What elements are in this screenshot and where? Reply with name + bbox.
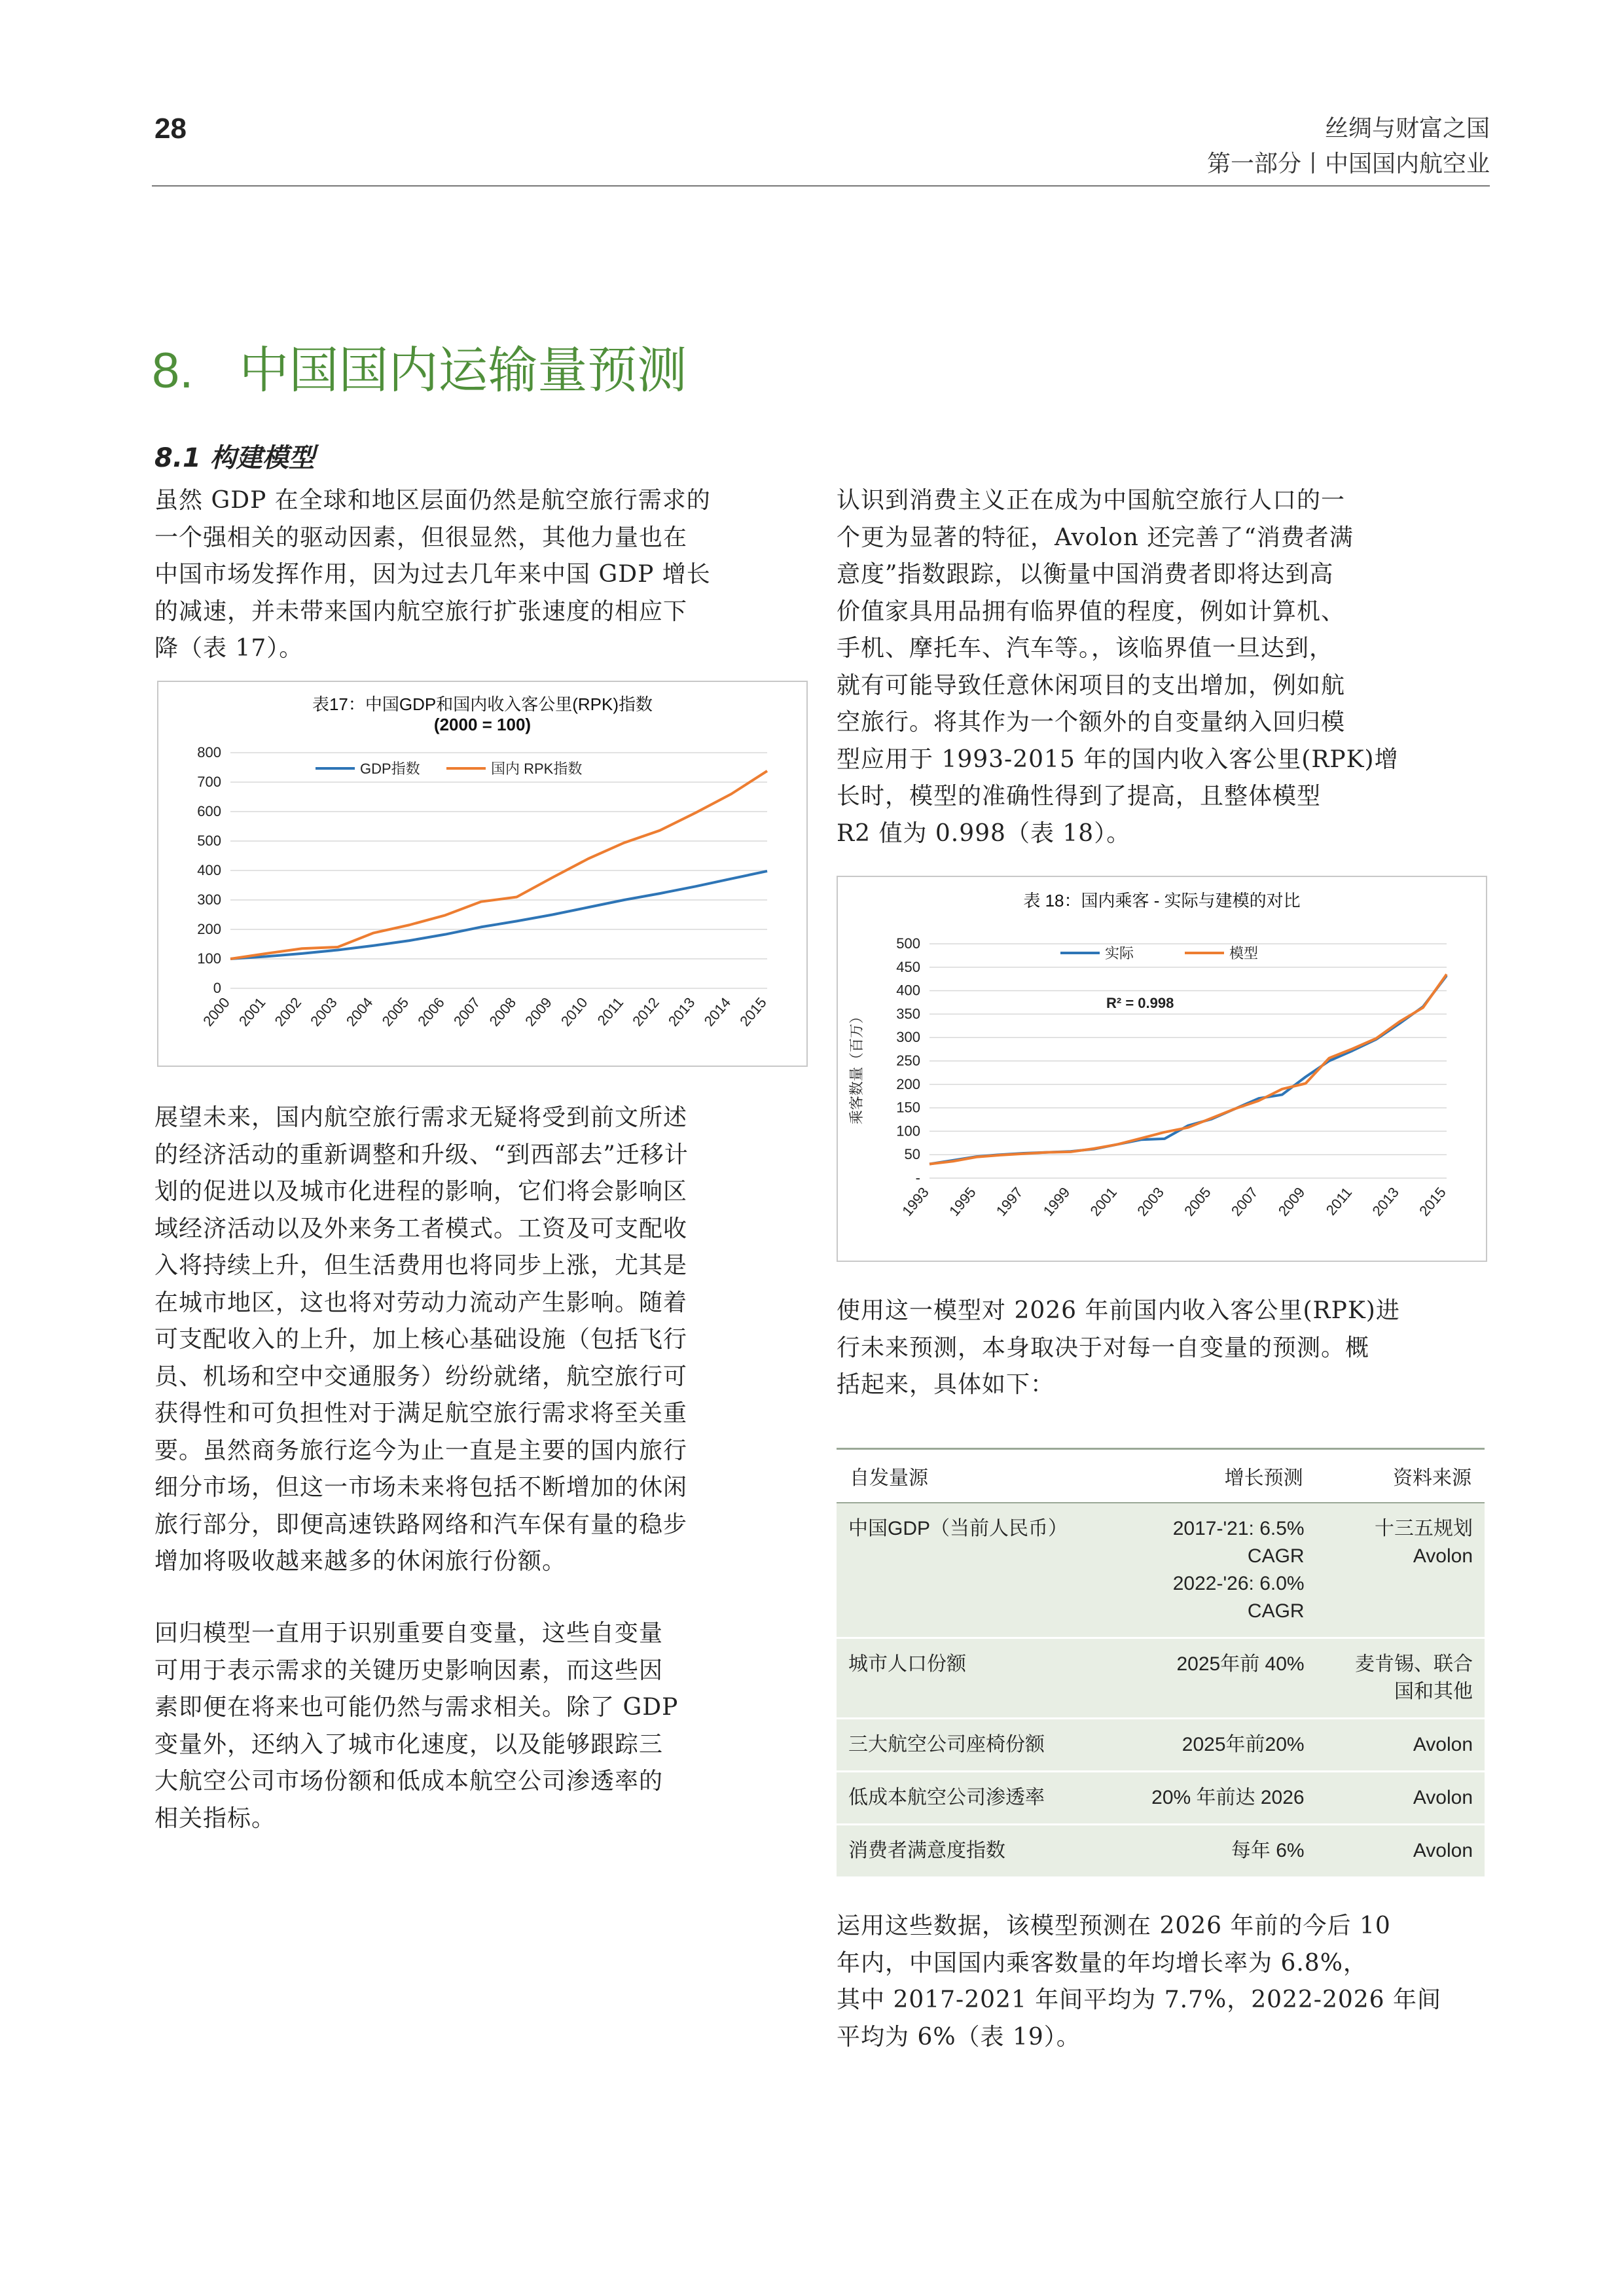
series-line-1 — [929, 975, 1447, 1164]
y-tick-label: 800 — [197, 744, 221, 761]
text-line: 降（表 17）。 — [154, 635, 304, 662]
x-tick-label: 2001 — [1087, 1184, 1121, 1219]
chart-17 — [157, 681, 808, 1067]
x-tick-label: 2003 — [307, 994, 340, 1030]
text-line: 增加将吸收越来越多的休闲旅行份额。 — [154, 1548, 567, 1575]
text-line: 获得性和可负担性对于满足航空旅行需求将至关重 — [154, 1400, 688, 1427]
running-header — [1207, 111, 1490, 182]
cell-source — [1316, 1772, 1485, 1825]
text-line: 虽然 GDP 在全球和地区层面仍然是航空旅行需求的 — [154, 487, 711, 514]
variables-table — [837, 1450, 1485, 1878]
x-tick-label: 2010 — [557, 994, 591, 1030]
section-title — [152, 331, 687, 402]
text-line: 运用这些数据，该模型预测在 2026 年前的今后 10 — [837, 1912, 1391, 1939]
series-line-1 — [230, 771, 767, 959]
cell-source-line: Avolon — [1413, 1787, 1473, 1808]
x-tick-label: 2005 — [378, 994, 412, 1030]
y-tick-label: 250 — [896, 1052, 920, 1069]
legend-label: 模型 — [1229, 945, 1259, 961]
text-line: 回归模型一直用于识别重要自变量，这些自变量 — [154, 1620, 664, 1647]
x-tick-label: 2011 — [594, 994, 627, 1029]
y-tick-label: 350 — [896, 1005, 920, 1022]
x-tick-label: 2005 — [1181, 1184, 1214, 1219]
th-growth: 增长预测 — [1122, 1450, 1316, 1503]
left-paragraph-1 — [154, 482, 783, 668]
cell-growth-line: 2025年前 40% — [1176, 1653, 1305, 1675]
text-line: 型应用于 1993-2015 年的国内收入客公里(RPK)增 — [837, 745, 1399, 773]
x-tick-label: 2008 — [486, 994, 520, 1030]
text-line: 变量外，还纳入了城市化速度，以及能够跟踪三 — [154, 1731, 664, 1758]
cell-growth-line: 2025年前20% — [1182, 1734, 1305, 1755]
x-tick-label: 1995 — [946, 1184, 979, 1219]
text-line: 意度”指数跟踪，以衡量中国消费者即将达到高 — [837, 561, 1334, 588]
cell-source-line: Avolon — [1413, 1734, 1473, 1755]
cell-variable: 中国GDP（当前人民币） — [837, 1503, 1122, 1638]
text-line: 就有可能导致任意休闲项目的支出增加，例如航 — [837, 672, 1346, 699]
text-line: 空旅行。将其作为一个额外的自变量纳入回归模 — [837, 709, 1346, 736]
y-tick-label: 200 — [896, 1075, 920, 1092]
y-tick-label: 300 — [896, 1029, 920, 1046]
y-axis-label: 乘客数量（百万） — [848, 1009, 865, 1125]
text-line: 其中 2017-2021 年间平均为 7.7%，2022-2026 年间 — [837, 1986, 1442, 2013]
y-tick-label: 500 — [896, 935, 920, 952]
chart-18 — [837, 876, 1487, 1262]
series-line-0 — [230, 871, 767, 959]
right-paragraph-2 — [837, 1293, 1485, 1404]
doc-title: 丝绸与财富之国 — [1324, 115, 1490, 142]
cell-variable: 三大航空公司座椅份额 — [837, 1719, 1122, 1772]
cell-growth — [1122, 1825, 1316, 1878]
x-tick-label: 1993 — [899, 1184, 932, 1219]
left-paragraph-2 — [154, 1100, 783, 1581]
y-tick-label: 200 — [197, 921, 221, 937]
cell-source — [1316, 1719, 1485, 1772]
th-source: 资料来源 — [1316, 1450, 1485, 1503]
cell-growth — [1122, 1719, 1316, 1772]
x-tick-label: 2011 — [1322, 1184, 1356, 1219]
section-title-text: 中国国内运输量预测 — [239, 341, 687, 399]
cell-growth — [1122, 1638, 1316, 1719]
table-row — [837, 1638, 1485, 1719]
th-variable: 自发量源 — [837, 1450, 1122, 1503]
text-line: 素即便在将来也可能仍然与需求相关。除了 GDP — [154, 1694, 679, 1721]
x-tick-label: 2002 — [271, 994, 305, 1030]
x-tick-label: 2015 — [1416, 1184, 1449, 1219]
cell-variable: 低成本航空公司渗透率 — [837, 1772, 1122, 1825]
chart-17-title: 表17：中国GDP和国内收入客公里(RPK)指数 — [312, 694, 653, 714]
text-line: 使用这一模型对 2026 年前国内收入客公里(RPK)进 — [837, 1297, 1400, 1324]
x-tick-label: 1997 — [992, 1184, 1026, 1219]
x-tick-label: 2014 — [700, 994, 734, 1030]
text-line: 展望未来，国内航空旅行需求无疑将受到前文所述 — [154, 1104, 688, 1131]
text-line: 大航空公司市场份额和低成本航空公司渗透率的 — [154, 1768, 664, 1795]
cell-growth — [1122, 1772, 1316, 1825]
y-tick-label: 700 — [197, 774, 221, 790]
y-tick-label: 400 — [896, 982, 920, 999]
cell-growth-line: 2017-'21: 6.5% CAGR — [1172, 1518, 1305, 1567]
x-tick-label: 2007 — [450, 994, 484, 1030]
section-number: 8. — [152, 343, 194, 399]
cell-source-line: Avolon — [1413, 1840, 1473, 1861]
cell-growth-line: 20% 年前达 2026 — [1151, 1787, 1305, 1808]
y-tick-label: - — [915, 1170, 920, 1186]
cell-variable: 消费者满意度指数 — [837, 1825, 1122, 1878]
x-tick-label: 2006 — [414, 994, 448, 1030]
y-tick-label: 100 — [896, 1122, 920, 1139]
x-tick-label: 2004 — [342, 994, 376, 1030]
y-tick-label: 100 — [197, 950, 221, 967]
left-paragraph-3 — [154, 1615, 783, 1837]
text-line: 的经济活动的重新调整和升级、“到西部去”迁移计 — [154, 1141, 689, 1168]
text-line: 在城市地区，这也将对劳动力流动产生影响。随着 — [154, 1289, 688, 1316]
chart-17-plot — [158, 682, 806, 1066]
y-tick-label: 300 — [197, 891, 221, 908]
text-line: 旅行部分，即便高速铁路网络和汽车保有量的稳步 — [154, 1511, 688, 1538]
legend-label: 国内 RPK指数 — [491, 761, 583, 777]
y-tick-label: 150 — [896, 1099, 920, 1116]
x-tick-label: 2009 — [1274, 1184, 1308, 1219]
x-tick-label: 2007 — [1227, 1184, 1261, 1219]
x-tick-label: 1999 — [1039, 1184, 1074, 1219]
x-tick-label: 2013 — [664, 994, 698, 1030]
cell-source-line: 麦肯锡、联合 — [1355, 1653, 1473, 1675]
cell-source-line: 国和其他 — [1394, 1681, 1473, 1702]
right-paragraph-1 — [837, 482, 1485, 852]
x-tick-label: 2001 — [235, 994, 269, 1030]
cell-source-line: 十三五规划 — [1375, 1518, 1473, 1539]
text-line: 价值家具用品拥有临界值的程度，例如计算机、 — [837, 598, 1346, 625]
cell-growth-line: 2022-'26: 6.0% CAGR — [1172, 1573, 1305, 1622]
series-line-0 — [929, 976, 1447, 1164]
table-row — [837, 1503, 1485, 1638]
legend-label: GDP指数 — [360, 761, 420, 777]
cell-source-line: Avolon — [1413, 1545, 1473, 1567]
text-line: 手机、摩托车、汽车等。，该临界值一旦达到， — [837, 635, 1334, 662]
cell-source — [1316, 1503, 1485, 1638]
text-line: 中国市场发挥作用，因为过去几年来中国 GDP 增长 — [154, 561, 711, 588]
chart-18-title: 表 18：国内乘客 - 实际与建模的对比 — [1023, 891, 1301, 910]
y-tick-label: 450 — [896, 958, 920, 975]
y-tick-label: 0 — [213, 980, 221, 996]
table-row — [837, 1772, 1485, 1825]
cell-variable: 城市人口份额 — [837, 1638, 1122, 1719]
text-line: 一个强相关的驱动因素，但很显然，其他力量也在 — [154, 524, 688, 551]
text-line: 行未来预测，本身取决于对每一自变量的预测。概 — [837, 1334, 1370, 1361]
text-line: 可用于表示需求的关键历史影响因素，而这些因 — [154, 1657, 664, 1684]
cell-growth — [1122, 1503, 1316, 1638]
text-line: 年内，中国国内乘客数量的年均增长率为 6.8%， — [837, 1949, 1367, 1977]
text-line: 个更为显著的特征，Avolon 还完善了“消费者满 — [837, 524, 1354, 551]
text-line: 域经济活动以及外来务工者模式。工资及可支配收 — [154, 1215, 688, 1242]
table-header-row — [837, 1450, 1485, 1503]
x-tick-label: 2015 — [736, 994, 770, 1030]
chart-18-plot — [838, 877, 1486, 1261]
right-paragraph-3 — [837, 1908, 1485, 2056]
legend-label: 实际 — [1105, 945, 1134, 961]
table-row — [837, 1719, 1485, 1772]
cell-source — [1316, 1825, 1485, 1878]
x-tick-label: 2000 — [200, 994, 233, 1030]
x-tick-label: 2009 — [522, 994, 555, 1030]
section-path: 第一部分丨中国国内航空业 — [1206, 151, 1490, 177]
text-line: 细分市场，但这一市场未来将包括不断增加的休闲 — [154, 1474, 688, 1501]
text-line: R2 值为 0.998（表 18）。 — [837, 819, 1131, 847]
text-line: 的减速，并未带来国内航空旅行扩张速度的相应下 — [154, 598, 688, 625]
text-line: 员、机场和空中交通服务）纷纷就绪，航空旅行可 — [154, 1363, 688, 1390]
y-tick-label: 600 — [197, 803, 221, 819]
y-tick-label: 500 — [197, 833, 221, 849]
page-number: 28 — [154, 113, 187, 145]
chart-17-subtitle: (2000 = 100) — [433, 715, 532, 734]
text-line: 要。虽然商务旅行迄今为止一直是主要的国内旅行 — [154, 1437, 688, 1464]
subsection-heading: 8.1 构建模型 — [154, 443, 315, 473]
r-squared-annotation: R² = 0.998 — [1106, 995, 1174, 1011]
cell-growth-line: 每年 6% — [1231, 1840, 1305, 1861]
y-tick-label: 50 — [904, 1146, 920, 1163]
x-tick-label: 2012 — [629, 994, 662, 1030]
text-line: 括起来，具体如下： — [837, 1371, 1055, 1398]
table-row — [837, 1825, 1485, 1878]
x-tick-label: 2013 — [1369, 1184, 1403, 1219]
y-tick-label: 400 — [197, 862, 221, 878]
text-line: 认识到消费主义正在成为中国航空旅行人口的一 — [837, 487, 1346, 514]
text-line: 相关指标。 — [154, 1804, 276, 1832]
header-rule — [152, 185, 1490, 187]
text-line: 平均为 6%（表 19）。 — [837, 2023, 1081, 2051]
cell-source — [1316, 1638, 1485, 1719]
text-line: 入将持续上升，但生活费用也将同步上涨，尤其是 — [154, 1252, 688, 1279]
text-line: 可支配收入的上升，加上核心基础设施（包括飞行 — [154, 1326, 688, 1353]
text-line: 划的促进以及城市化进程的影响，它们将会影响区 — [154, 1178, 688, 1205]
x-tick-label: 2003 — [1134, 1184, 1167, 1219]
text-line: 长时，模型的准确性得到了提高，且整体模型 — [837, 783, 1322, 810]
